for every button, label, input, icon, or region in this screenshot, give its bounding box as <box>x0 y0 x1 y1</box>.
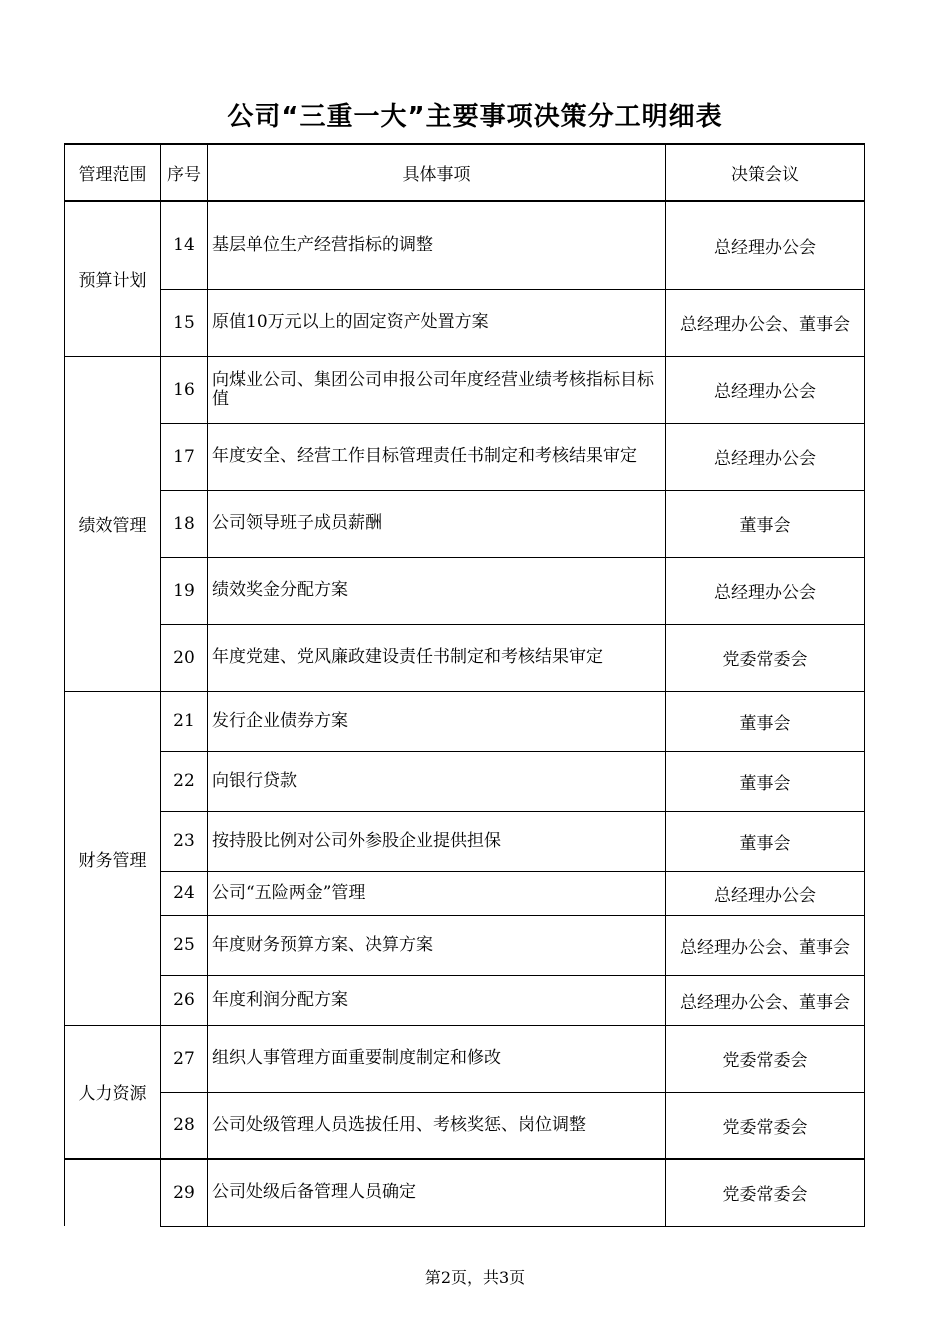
row-number: 18 <box>161 490 208 557</box>
row-number: 22 <box>161 751 208 811</box>
category-continued <box>65 1159 161 1226</box>
table-row <box>65 871 865 915</box>
header-number: 序号 <box>161 144 208 201</box>
row-item: 按持股比例对公司外参股企业提供担保 <box>208 811 666 871</box>
row-decision: 总经理办公会、董事会 <box>666 915 865 975</box>
header-item: 具体事项 <box>208 144 666 201</box>
row-decision: 总经理办公会、董事会 <box>666 975 865 1025</box>
row-number: 29 <box>161 1159 208 1226</box>
row-item: 公司“五险两金”管理 <box>208 871 666 915</box>
table-row <box>65 624 865 691</box>
row-decision: 总经理办公会 <box>666 201 865 289</box>
row-decision: 董事会 <box>666 691 865 751</box>
row-item: 年度党建、党风廉政建设责任书制定和考核结果审定 <box>208 624 666 691</box>
row-number: 24 <box>161 871 208 915</box>
table-row <box>65 423 865 490</box>
row-decision: 党委常委会 <box>666 1092 865 1159</box>
table-row <box>65 356 865 423</box>
row-number: 26 <box>161 975 208 1025</box>
row-number: 23 <box>161 811 208 871</box>
row-item: 原值10万元以上的固定资产处置方案 <box>208 289 666 356</box>
row-number: 15 <box>161 289 208 356</box>
row-item: 组织人事管理方面重要制度制定和修改 <box>208 1025 666 1092</box>
category-hr: 人力资源 <box>65 1025 161 1159</box>
row-number: 14 <box>161 201 208 289</box>
decision-table <box>64 143 865 1227</box>
page-footer: 第2页，共3页 <box>424 1268 526 1287</box>
row-number: 28 <box>161 1092 208 1159</box>
table-row <box>65 201 865 289</box>
row-item: 年度安全、经营工作目标管理责任书制定和考核结果审定 <box>208 423 666 490</box>
row-number: 17 <box>161 423 208 490</box>
table-header-row <box>65 144 865 201</box>
table-row <box>65 1159 865 1226</box>
table-row <box>65 557 865 624</box>
row-decision: 总经理办公会 <box>666 356 865 423</box>
table-row <box>65 289 865 356</box>
table-row <box>65 975 865 1025</box>
table-row <box>65 1092 865 1159</box>
row-decision: 董事会 <box>666 811 865 871</box>
row-decision: 总经理办公会、董事会 <box>666 289 865 356</box>
table-row <box>65 691 865 751</box>
row-number: 19 <box>161 557 208 624</box>
row-item: 向煤业公司、集团公司申报公司年度经营业绩考核指标目标值 <box>208 356 666 423</box>
row-decision: 总经理办公会 <box>666 557 865 624</box>
row-item: 绩效奖金分配方案 <box>208 557 666 624</box>
row-item: 公司处级管理人员选拔任用、考核奖惩、岗位调整 <box>208 1092 666 1159</box>
row-number: 20 <box>161 624 208 691</box>
row-number: 27 <box>161 1025 208 1092</box>
row-number: 25 <box>161 915 208 975</box>
row-decision: 党委常委会 <box>666 1025 865 1092</box>
row-item: 年度财务预算方案、决算方案 <box>208 915 666 975</box>
header-decision: 决策会议 <box>666 144 865 201</box>
row-decision: 董事会 <box>666 490 865 557</box>
table-row <box>65 751 865 811</box>
row-decision: 党委常委会 <box>666 624 865 691</box>
category-performance: 绩效管理 <box>65 356 161 691</box>
row-item: 发行企业债券方案 <box>208 691 666 751</box>
row-item: 基层单位生产经营指标的调整 <box>208 201 666 289</box>
row-number: 16 <box>161 356 208 423</box>
row-decision: 党委常委会 <box>666 1159 865 1226</box>
table-row <box>65 915 865 975</box>
row-number: 21 <box>161 691 208 751</box>
table-row <box>65 811 865 871</box>
header-category: 管理范围 <box>65 144 161 201</box>
table-row <box>65 490 865 557</box>
row-item: 公司领导班子成员薪酬 <box>208 490 666 557</box>
category-finance: 财务管理 <box>65 691 161 1025</box>
row-item: 公司处级后备管理人员确定 <box>208 1159 666 1226</box>
row-decision: 总经理办公会 <box>666 423 865 490</box>
row-decision: 总经理办公会 <box>666 871 865 915</box>
row-item: 向银行贷款 <box>208 751 666 811</box>
row-decision: 董事会 <box>666 751 865 811</box>
table-row <box>65 1025 865 1092</box>
category-budget: 预算计划 <box>65 201 161 356</box>
row-item: 年度利润分配方案 <box>208 975 666 1025</box>
page-title: 公司“三重一大”主要事项决策分工明细表 <box>227 102 723 132</box>
